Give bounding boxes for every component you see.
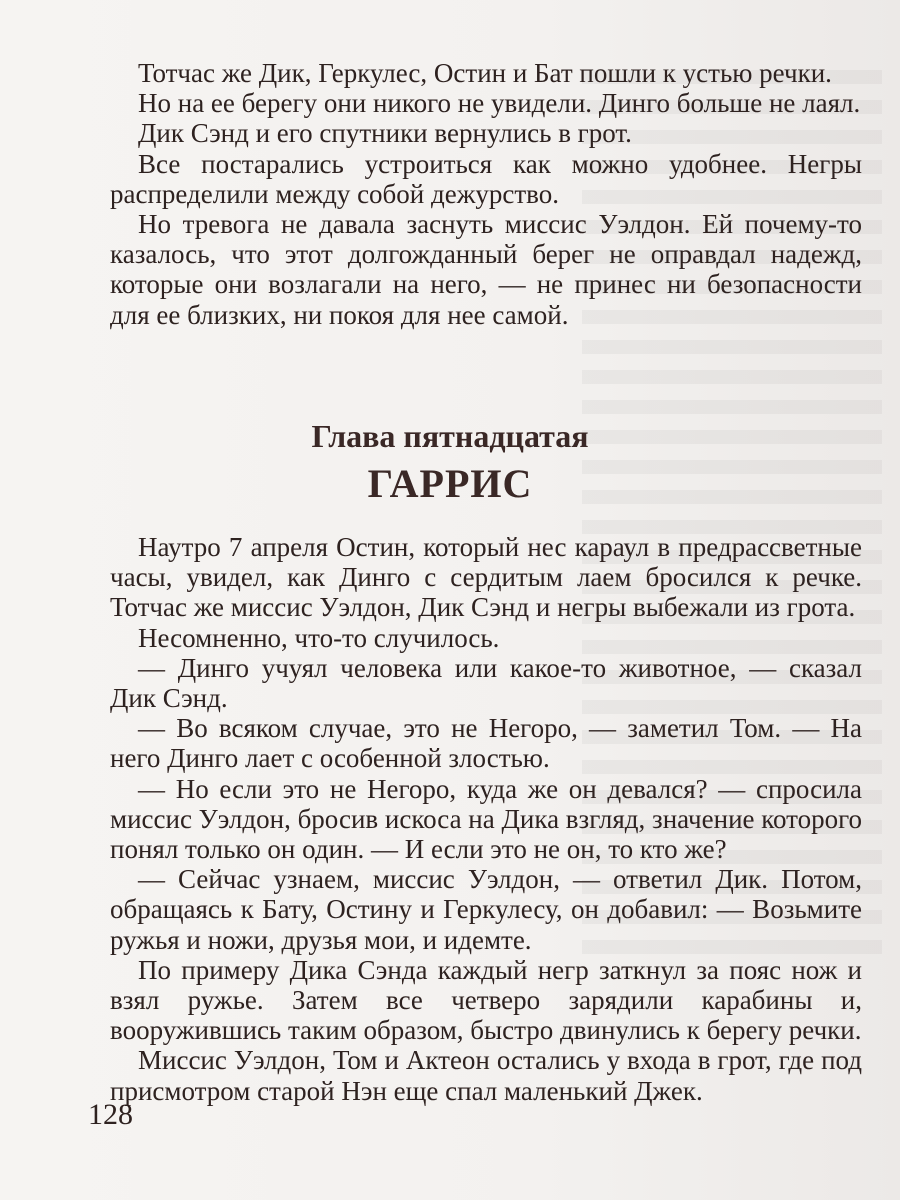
page-number: 128 bbox=[88, 1098, 133, 1131]
paragraph: — Сейчас узнаем, миссис Уэлдон, — ответил Дик. Потом, обращаясь к Бату, Остину и Геркулесу, он добавил: — Возьмите ружья и ножи, друзья мои, и идемте. bbox=[110, 864, 862, 955]
chapter-label: Глава пятнадцатая bbox=[311, 418, 589, 454]
paragraph: Тотчас же Дик, Геркулес, Остин и Бат пошли к устью речки. bbox=[138, 58, 832, 88]
paragraph: — Во всяком случае, это не Негоро, — заметил Том. — На него Динго лает с особенной злостью. bbox=[110, 713, 862, 774]
paragraph: Несомненно, что-то случилось. bbox=[138, 622, 500, 653]
paragraph: Миссис Уэлдон, Том и Актеон остались у входа в грот, где под присмотром старой Нэн еще спал маленький Джек. bbox=[110, 1045, 862, 1106]
top-text-block bbox=[110, 58, 862, 330]
paragraph: Наутро 7 апреля Остин, который нес караул в предрассветные часы, увидел, как Динго с сердитым лаем бросился к речке. Тотчас же миссис Уэлдон, Дик Сэнд и негры выбежали из грота. bbox=[110, 532, 862, 623]
paragraph: Но на ее берегу они никого не увидели. Динго больше не лаял. bbox=[138, 88, 861, 119]
chapter-title: ГАРРИС bbox=[367, 461, 533, 506]
paragraph: Все постарались устроиться как можно удобнее. Негры распределили между собой дежурство. bbox=[110, 148, 862, 209]
paragraph: — Динго учуял человека или какое-то животное, — сказал Дик Сэнд. bbox=[110, 652, 862, 714]
paragraph: — Но если это не Негоро, куда же он девался? — спросила миссис Уэлдон, бросив искоса на Дика взгляд, значение которого понял только он один. — И если это не он, то кто же? bbox=[110, 773, 862, 865]
paragraph: Дик Сэнд и его спутники вернулись в грот. bbox=[138, 118, 632, 149]
paragraph: Но тревога не давала заснуть миссис Уэлдон. Ей почему-то казалось, что этот долгожданный берег не оправдал надежд, которые они возлагали на него, — не принес ни безопасности для ее близких, ни покоя для нее самой. bbox=[110, 209, 862, 330]
paragraph: По примеру Дика Сэнда каждый негр заткнул за пояс нож и взял ружье. Затем все четверо зарядили карабины и, вооружившись таким образом, быстро двинулись к берегу речки. bbox=[110, 954, 862, 1046]
chapter-text-block bbox=[110, 532, 862, 1106]
